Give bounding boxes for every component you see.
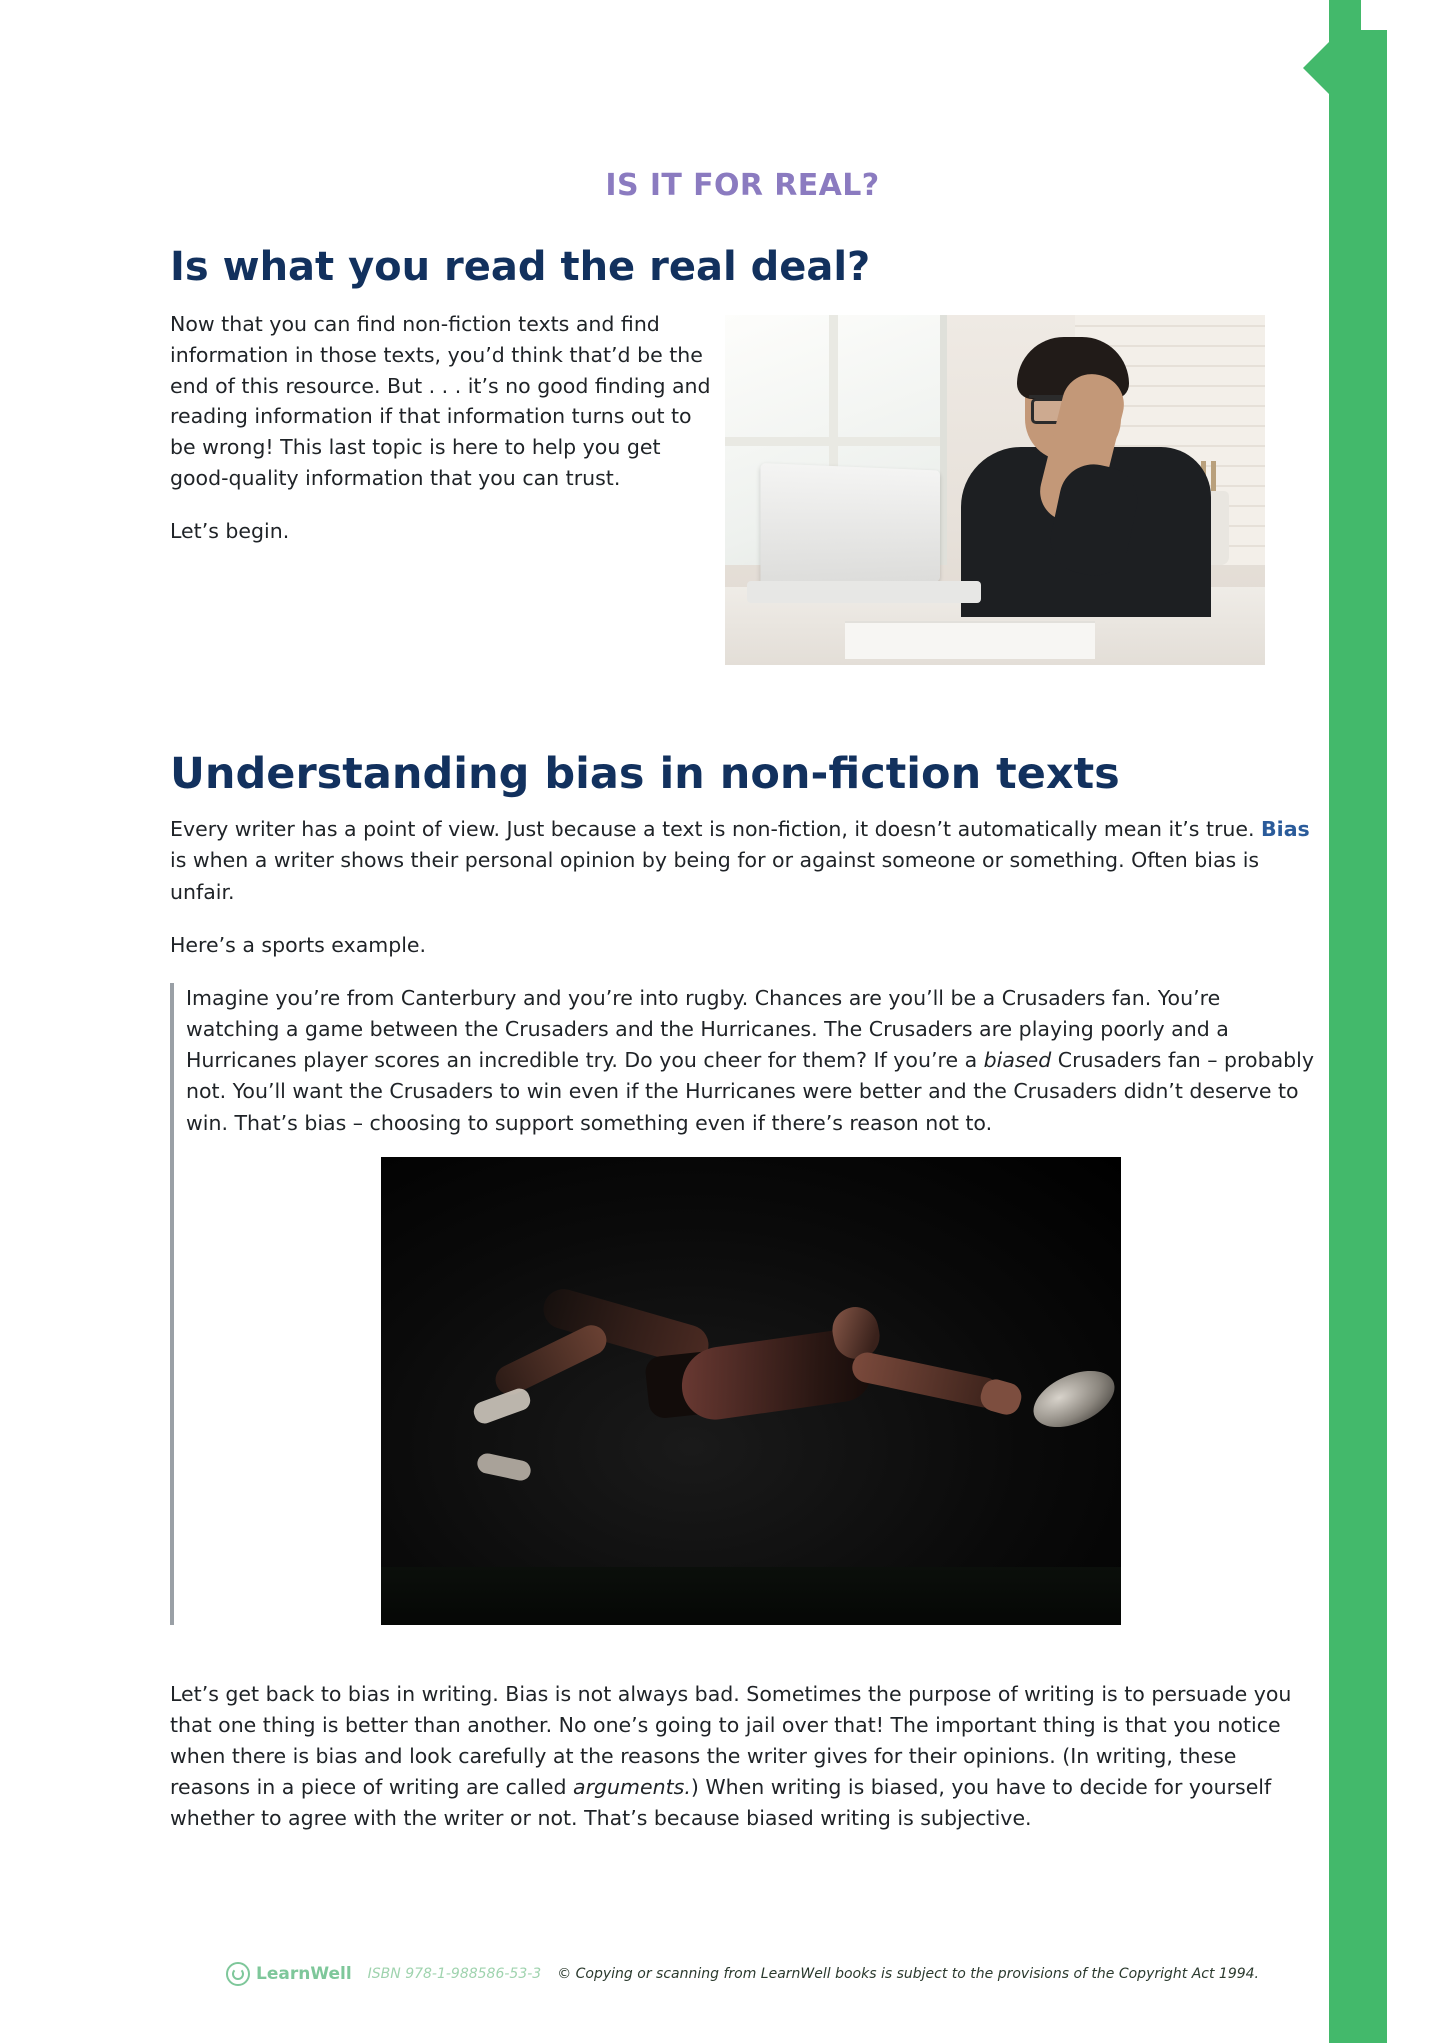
decorative-green-edge [1329,0,1387,2043]
closing-part1: Let’s get back to bias in writing. Bias is not always bad. Sometimes the purpose of writing is to persuade you that one thing is better than another. No one’s going to jail over that! The important thing is that you notice when there is bias and look carefully at the reasons the writer gives for their opinions. (In writing, these reasons in a piece of writing are called [170,1681,1292,1800]
quote-italic-biased: biased [983,1048,1052,1073]
page-content [170,0,1315,1856]
learnwell-swirl-icon [226,1962,250,1986]
intro-paragraph-2: Let’s begin. [170,518,290,543]
bias-term: Bias [1261,817,1310,842]
quote-part2: Crusaders fan – probably not. You’ll want the Crusaders to win even if the Hurricanes were better and the Crusaders didn’t deserve to win. That’s bias – choosing to support something even if there’s reason not to. [186,1048,1314,1135]
intro-text-column [170,309,725,568]
decorative-corner-cut [1361,0,1387,30]
learnwell-logo [226,1962,352,1986]
section-two-title: Understanding bias in non-fiction texts [170,749,1120,799]
bias-definition-part1: Every writer has a point of view. Just because a text is non-fiction, it doesn’t automatically mean it’s true. [170,817,1262,842]
sports-example-lead-in: Here’s a sports example. [170,932,427,957]
intro-paragraph-1: Now that you can find non-fiction texts and find information in those texts, you’d think that’d be the end of this resource. But . . . it’s no good finding and reading information if that information turns out to be wrong! This last topic is here to help you get good-quality information that you can trust. [170,312,711,490]
closing-italic-arguments: arguments. [573,1775,691,1800]
bias-definition-paragraph [170,814,1315,907]
intro-row [170,309,1315,665]
closing-paragraph [170,1679,1315,1835]
quote-part1: Imagine you’re from Canterbury and you’re into rugby. Chances are you’ll be a Crusaders fan. You’re watching a game between the Crusaders and the Hurricanes. The Crusaders are playing poorly and a Hurricanes player scores an incredible try. Do you cheer for them? If you’re a [186,985,1229,1073]
footer-isbn: ISBN 978-1-988586-53-3 [367,1966,542,1982]
example-quote-block [170,983,1315,1625]
footer-copyright: © Copying or scanning from LearnWell books is subject to the provisions of the Copyright Act 1994. [557,1966,1259,1982]
page-footer [170,1962,1315,1986]
page-kicker: IS IT FOR REAL? [605,168,880,203]
learnwell-logo-text: LearnWell [256,1964,352,1984]
bias-definition-part2: is when a writer shows their personal opinion by being for or against someone or something. Often bias is unfair. [170,848,1260,904]
example-quote-text [186,983,1315,1139]
rugby-player-diving-try-photo [381,1157,1121,1625]
section-one-title: Is what you read the real deal? [170,244,871,290]
student-at-laptop-photo [725,315,1265,665]
closing-part2: ) When writing is biased, you have to decide for yourself whether to agree with the writer or not. That’s because biased writing is subjective. [170,1775,1272,1831]
